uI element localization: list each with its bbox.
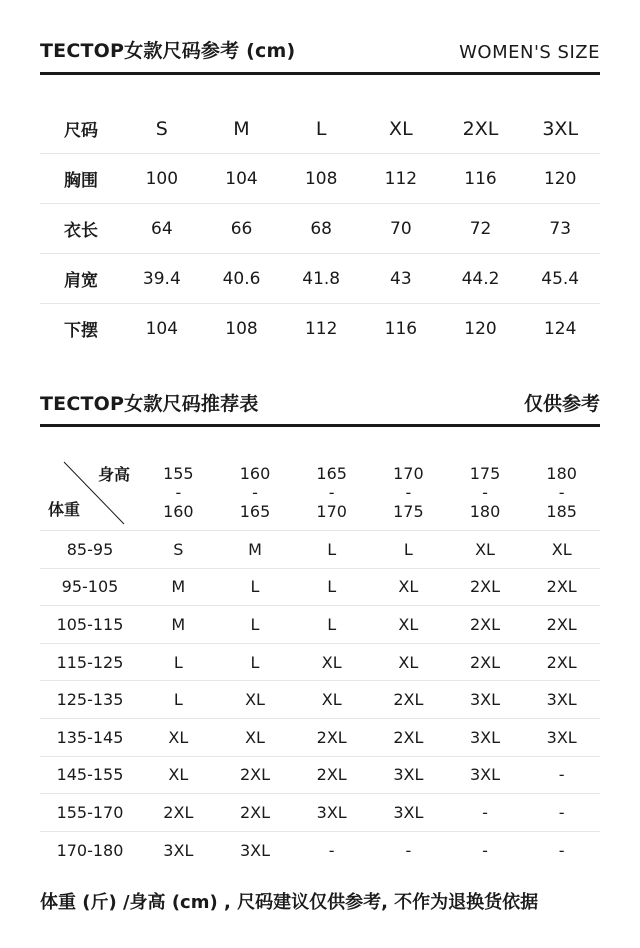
corner-height-label: 身高 — [97, 465, 130, 484]
size-cell: 3XL — [239, 840, 271, 860]
recommendation-header-row — [40, 454, 600, 531]
weight-range-label: 95-105 — [61, 577, 119, 597]
size-cell: XL — [398, 577, 419, 597]
height-to: 185 — [546, 501, 577, 521]
size-cell: XL — [321, 690, 342, 710]
height-from: 160 — [239, 463, 271, 483]
size-cell: 2XL — [393, 727, 424, 747]
weight-range-label: 145-155 — [56, 765, 124, 785]
table-cell: 116 — [384, 318, 418, 339]
height-range-header — [370, 454, 447, 530]
table-cell: 108 — [304, 168, 338, 189]
table-row — [40, 832, 600, 869]
table-cell: 43 — [390, 268, 412, 289]
recommendation-table — [40, 454, 600, 868]
table-row — [40, 531, 600, 569]
table-cell: 100 — [145, 168, 179, 189]
size-cell: XL — [475, 539, 495, 559]
table-row — [40, 254, 600, 304]
size-cell: 2XL — [546, 652, 577, 672]
table-row — [40, 719, 600, 757]
size-cell: L — [250, 614, 260, 634]
size-cell: XL — [168, 765, 189, 785]
table-row — [40, 154, 600, 204]
size-cell: L — [327, 614, 337, 634]
height-from: 165 — [316, 463, 347, 483]
size-cell: XL — [168, 727, 189, 747]
recommendation-note: 仅供参考 — [523, 393, 600, 415]
size-chart-title: TECTOP女款尺码参考 (cm) — [40, 40, 296, 62]
size-cell: - — [482, 802, 488, 822]
recommendation-header — [40, 389, 600, 416]
size-chart-header — [40, 36, 600, 63]
weight-range-label: 125-135 — [56, 690, 124, 710]
size-cell: 3XL — [469, 765, 501, 785]
size-cell: XL — [245, 690, 265, 710]
size-cell: XL — [398, 614, 419, 634]
table-cell: 66 — [230, 218, 253, 239]
size-cell: 2XL — [316, 727, 347, 747]
size-cell: - — [482, 840, 488, 860]
height-to: 160 — [163, 501, 194, 521]
table-cell: 64 — [151, 218, 173, 239]
height-from: 180 — [546, 463, 577, 483]
size-cell: 2XL — [239, 765, 271, 785]
size-cell: L — [250, 652, 260, 672]
weight-range-label: 115-125 — [56, 652, 124, 672]
height-sep: - — [558, 482, 565, 502]
table-cell: 39.4 — [142, 268, 181, 289]
size-cell: S — [173, 539, 184, 559]
height-from: 155 — [163, 463, 194, 483]
table-cell: 68 — [310, 218, 332, 239]
size-cell: L — [173, 652, 183, 672]
height-range-header — [293, 454, 370, 530]
size-cell: - — [328, 840, 335, 860]
table-cell: 124 — [543, 318, 577, 339]
size-cell: - — [558, 840, 565, 860]
size-cell: 2XL — [393, 690, 424, 710]
size-cell: 2XL — [469, 652, 501, 672]
table-cell: 112 — [304, 318, 338, 339]
weight-range-label: 170-180 — [56, 840, 124, 860]
size-cell: L — [327, 577, 337, 597]
size-cell: 3XL — [469, 690, 501, 710]
table-cell: 104 — [145, 318, 179, 339]
size-cell: 2XL — [546, 577, 577, 597]
row-label: 衣长 — [64, 221, 98, 241]
table-cell: 70 — [390, 218, 412, 239]
recommendation-title: TECTOP女款尺码推荐表 — [40, 393, 259, 415]
size-header-cell: XL — [389, 117, 413, 140]
height-range-header — [447, 454, 524, 530]
size-cell: L — [250, 577, 260, 597]
size-cell: - — [558, 802, 565, 822]
table-row — [40, 644, 600, 682]
size-header-cell: 2XL — [462, 117, 499, 140]
height-sep: - — [328, 482, 335, 502]
size-header-cell: 3XL — [542, 117, 579, 140]
table-cell: 40.6 — [222, 268, 261, 289]
table-cell: 41.8 — [302, 268, 341, 289]
table-cell: 104 — [225, 168, 258, 189]
height-to: 165 — [239, 501, 271, 521]
size-cell: 3XL — [393, 802, 424, 822]
size-cell: XL — [398, 652, 419, 672]
size-chart-table — [40, 104, 600, 353]
height-range-header — [217, 454, 294, 530]
size-cell: M — [248, 539, 262, 559]
table-cell: 44.2 — [461, 268, 500, 289]
recommendation-rule — [40, 424, 600, 427]
size-cell: 3XL — [469, 727, 501, 747]
height-sep: - — [405, 482, 412, 502]
size-cell: 2XL — [469, 614, 501, 634]
row-label: 胸围 — [64, 171, 98, 191]
table-row — [40, 606, 600, 644]
table-cell: 116 — [464, 168, 497, 189]
table-cell: 73 — [549, 218, 572, 239]
weight-range-label: 135-145 — [56, 727, 124, 747]
table-cell: 120 — [464, 318, 497, 339]
size-header-label: 尺码 — [64, 121, 98, 141]
size-cell: 3XL — [546, 690, 577, 710]
table-row — [40, 304, 600, 353]
row-label: 肩宽 — [64, 271, 98, 291]
weight-range-label: 85-95 — [66, 539, 114, 559]
size-cell: - — [405, 840, 412, 860]
size-cell: L — [327, 539, 337, 559]
size-cell: 3XL — [546, 727, 577, 747]
table-cell: 72 — [469, 218, 492, 239]
table-row — [40, 204, 600, 254]
height-to: 170 — [316, 501, 347, 521]
size-cell: - — [558, 765, 565, 785]
size-cell: 2XL — [469, 577, 501, 597]
size-cell: XL — [551, 539, 572, 559]
height-to: 175 — [393, 501, 424, 521]
weight-range-label: 155-170 — [56, 802, 124, 822]
size-cell: 2XL — [239, 802, 271, 822]
size-header-cell: M — [233, 117, 250, 140]
table-row — [40, 757, 600, 795]
size-cell: 2XL — [546, 614, 577, 634]
size-cell: 3XL — [393, 765, 424, 785]
table-cell: 108 — [225, 318, 258, 339]
height-from: 175 — [469, 463, 501, 483]
table-cell: 112 — [384, 168, 418, 189]
table-row — [40, 794, 600, 832]
table-corner-cell — [40, 454, 140, 530]
size-cell: 2XL — [316, 765, 347, 785]
size-header-cell: S — [155, 117, 168, 140]
row-label: 下摆 — [64, 321, 98, 341]
size-cell: M — [171, 614, 186, 634]
size-cell: 3XL — [163, 840, 194, 860]
size-cell: 3XL — [316, 802, 347, 822]
size-cell: 2XL — [163, 802, 194, 822]
height-sep: - — [175, 482, 182, 502]
size-cell: L — [403, 539, 413, 559]
size-cell: XL — [321, 652, 342, 672]
height-to: 180 — [469, 501, 501, 521]
height-range-header — [523, 454, 600, 530]
height-sep: - — [482, 482, 488, 502]
size-cell: M — [171, 577, 186, 597]
footer-note: 体重 (斤) /身高 (cm) , 尺码建议仅供参考, 不作为退换货依据 — [40, 892, 539, 913]
size-header-row — [40, 104, 600, 154]
size-cell: L — [173, 690, 183, 710]
table-row — [40, 569, 600, 607]
table-row — [40, 681, 600, 719]
size-chart-subtitle: WOMEN'S SIZE — [459, 42, 600, 63]
table-cell: 120 — [543, 168, 577, 189]
height-range-header — [140, 454, 217, 530]
weight-range-label: 105-115 — [56, 614, 124, 634]
corner-weight-label: 体重 — [48, 500, 81, 519]
size-chart-rule — [40, 72, 600, 75]
size-header-cell: L — [315, 117, 327, 140]
height-from: 170 — [393, 463, 424, 483]
size-cell: XL — [245, 727, 265, 747]
height-sep: - — [252, 482, 258, 502]
table-cell: 45.4 — [541, 268, 580, 289]
